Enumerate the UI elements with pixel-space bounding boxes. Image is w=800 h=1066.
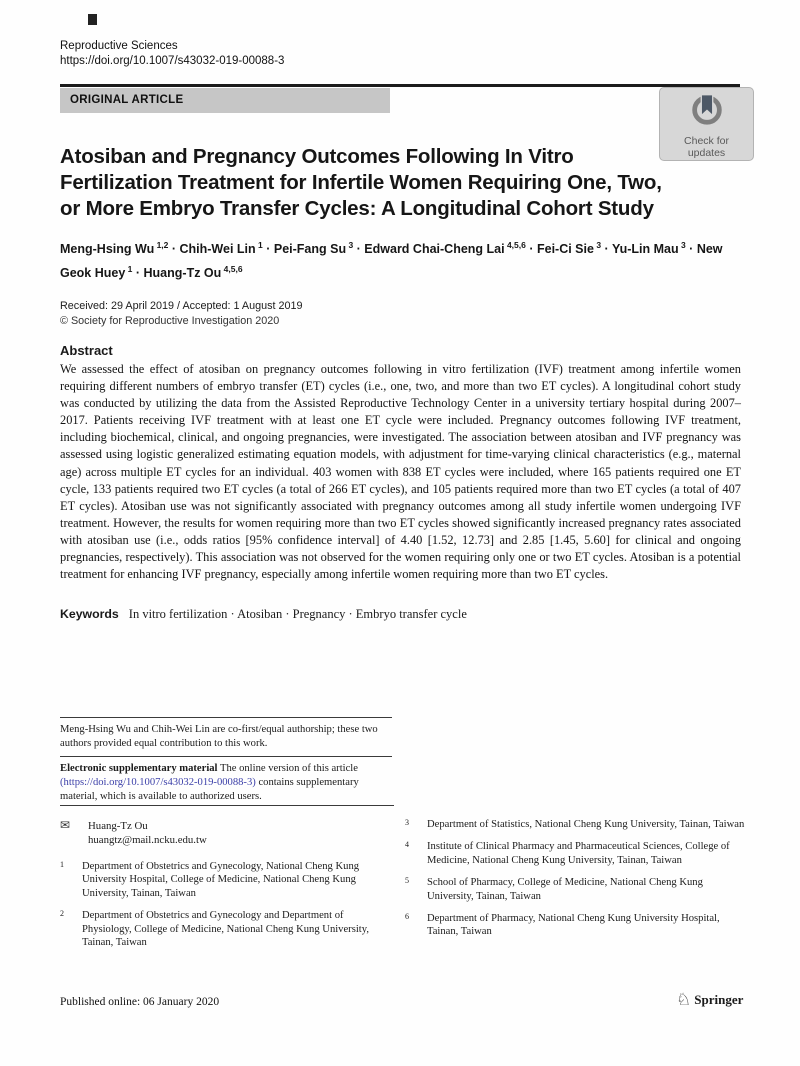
article-title-line: Fertilization Treatment for Infertile Women Requiring One, Two, xyxy=(60,171,662,194)
affiliation-item xyxy=(405,818,747,831)
footnote-rule-bottom xyxy=(60,805,394,806)
header-divider-rule xyxy=(60,84,740,87)
published-online-date: Published online: 06 January 2020 xyxy=(60,996,220,1008)
footnote-rule-middle xyxy=(60,756,392,757)
scan-edge-mark xyxy=(88,14,97,25)
affiliation-text: Department of Statistics, National Cheng Kung University, Tainan, Taiwan xyxy=(427,819,745,830)
affiliation-item xyxy=(405,912,747,939)
author-separator: · xyxy=(262,242,274,257)
journal-name: Reproductive Sciences xyxy=(60,40,178,52)
affiliation-number: 1 xyxy=(60,860,64,869)
supplementary-material-footnote xyxy=(60,762,394,803)
author-separator: · xyxy=(132,266,144,281)
abstract-text: We assessed the effect of atosiban on pregnancy outcomes following in vitro fertilization (IVF) treatment among infertile women requiring different numbers of embryo transfer (ET) cycles (i.e., one, two, and more than two ET cycles). A longitudinal cohort study was conducted by utilizing the data from the Assisted Reproductive Technology Center in a university tertiary hospital during 2007–2017. Patients receiving IVF treatment with at least one ET cycle were included. Pregnancy outcomes following IVF treatment, including biochemical, clinical, and ongoing pregnancies, were investigated. The association between atosiban and IVF pregnancy was assessed using logistic generalized estimating equation models, with adjustment for time-varying clinical characteristics (e.g., maternal age) across multiple ET cycles for an individual. 403 women with 838 ET cycles were included, where 165 patients required one ET cycle, 133 patients required two ET cycles (a total of 266 ET cycles), and 105 patients required more than two ET cycles (a total of 407 ET cycles). Atosiban use was not significantly associated with pregnancy outcomes among all study infertile women undergoing IVF treatment. However, the results for women requiring more than two ET cycles showed significantly increased pregnancy rates associated with atosiban use (i.e., odds ratios [95% confidence interval] of 4.40 [1.52, 12.73] and 2.85 [1.45, 5.60] for clinical and ongoing pregnancies, respectively). This association was not observed for the women requiring only one or two ET cycles. Atosiban is a potential treatment for enhancing IVF pregnancy, especially among infertile women requiring more than two ET cycles. xyxy=(60,362,741,582)
author-affiliation-sup: 1,2 xyxy=(154,240,169,250)
author-separator: · xyxy=(353,242,365,257)
affiliation-number: 5 xyxy=(405,876,409,886)
author-name: Pei-Fang Su $^3$ xyxy=(273,240,354,257)
keywords-text: In vitro fertilization · Atosiban · Pregnancy · Embryo transfer cycle xyxy=(128,607,467,621)
author-affiliation-sup: 1 xyxy=(255,240,263,250)
affiliation-item xyxy=(60,860,394,900)
author-name: New Geok Huey $^1$ xyxy=(60,242,723,281)
check-for-updates-label: Check for updates xyxy=(684,134,729,159)
affiliation-item xyxy=(405,876,747,903)
publisher-logo xyxy=(676,991,743,1008)
author-affiliation-sup: 4,5,6 xyxy=(504,240,526,250)
corresponding-author-email[interactable]: huangtz@mail.ncku.edu.tw xyxy=(88,834,207,846)
affiliation-number: 4 xyxy=(405,840,409,850)
article-title-line: or More Embryo Transfer Cycles: A Longitudinal Cohort Study xyxy=(60,197,654,220)
article-history xyxy=(60,299,303,329)
keywords-label: Keywords xyxy=(60,607,119,621)
author-name: Chih-Wei Lin $^1$ xyxy=(179,240,263,257)
author-affiliation-sup: 3 xyxy=(678,240,686,250)
author-affiliation-sup: 1 xyxy=(125,264,133,275)
affiliation-text: Department of Obstetrics and Gynecology and Department of Physiology, College of Medicine, National Cheng Kung University, Tainan, Taiwan xyxy=(82,910,369,949)
affiliation-text: Institute of Clinical Pharmacy and Pharmaceutical Sciences, College of Medicine, National Cheng Kung University, Tainan, Taiwan xyxy=(427,841,730,866)
coauthorship-footnote: Meng-Hsing Wu and Chih-Wei Lin are co-first/equal authorship; these two authors provided equal contribution to this work. xyxy=(60,724,378,749)
footnote-rule-top xyxy=(60,717,392,718)
article-type-label: ORIGINAL ARTICLE xyxy=(60,88,390,113)
email-icon: ✉ xyxy=(60,818,71,832)
article-doi[interactable]: https://doi.org/10.1007/s43032-019-00088-3 xyxy=(60,55,285,67)
correspondence-block xyxy=(60,819,390,847)
author-separator: · xyxy=(168,242,180,257)
received-accepted-dates: Received: 29 April 2019 / Accepted: 1 August 2019 xyxy=(60,300,303,312)
affiliation-text: Department of Obstetrics and Gynecology, National Cheng Kung University Hospital, College of Medicine, National Cheng Kung University, Tainan, Taiwan xyxy=(82,861,360,899)
corresponding-author-name: Huang-Tz Ou xyxy=(88,820,148,832)
affiliation-item xyxy=(405,840,747,867)
abstract-heading: Abstract xyxy=(60,343,113,358)
author-separator: · xyxy=(525,242,537,257)
affiliation-number: 6 xyxy=(405,912,409,922)
affiliations-left xyxy=(60,860,394,958)
article-title xyxy=(60,144,710,222)
author-separator: · xyxy=(601,242,612,257)
article-title-line: Atosiban and Pregnancy Outcomes Following In Vitro xyxy=(60,145,574,168)
affiliations-right xyxy=(405,818,747,948)
author-affiliation-sup: 3 xyxy=(593,240,602,250)
affiliation-text: Department of Pharmacy, National Cheng Kung University Hospital, Tainan, Taiwan xyxy=(427,913,720,938)
correspondence-text xyxy=(88,819,207,847)
author-name: Yu-Lin Mau $^3$ xyxy=(611,240,686,257)
supplementary-material-text-before: The online version of this article xyxy=(217,763,358,774)
affiliation-number: 2 xyxy=(60,909,64,919)
author-affiliation-sup: 4,5,6 xyxy=(221,264,243,275)
author-name: Fei-Ci Sie $^3$ xyxy=(536,240,602,257)
author-affiliation-sup: 3 xyxy=(346,240,354,250)
author-separator: · xyxy=(685,242,697,257)
springer-knight-icon: ♘ xyxy=(676,990,692,1009)
author-name: Edward Chai-Cheng Lai $^{4,5,6}$ xyxy=(364,240,526,257)
check-for-updates-icon xyxy=(688,90,726,133)
author-name: Huang-Tz Ou $^{4,5,6}$ xyxy=(143,264,243,281)
publisher-name: Springer xyxy=(694,991,744,1007)
copyright-line: © Society for Reproductive Investigation 2020 xyxy=(60,315,280,327)
supplementary-material-label: Electronic supplementary material xyxy=(60,763,218,774)
supplementary-material-doi-link[interactable]: (https://doi.org/10.1007/s43032-019-00088-3) xyxy=(60,776,256,788)
author-list xyxy=(60,235,740,283)
author-name: Meng-Hsing Wu $^{1,2}$ xyxy=(60,240,169,257)
affiliation-text: School of Pharmacy, College of Medicine, National Cheng Kung University, Tainan, Taiwan xyxy=(427,877,703,902)
affiliation-item xyxy=(60,909,394,949)
affiliation-number: 3 xyxy=(405,818,409,827)
keywords-line xyxy=(60,607,740,622)
supplementary-material-text-after: contains supplementary material, which is available to authorized users. xyxy=(60,776,359,802)
